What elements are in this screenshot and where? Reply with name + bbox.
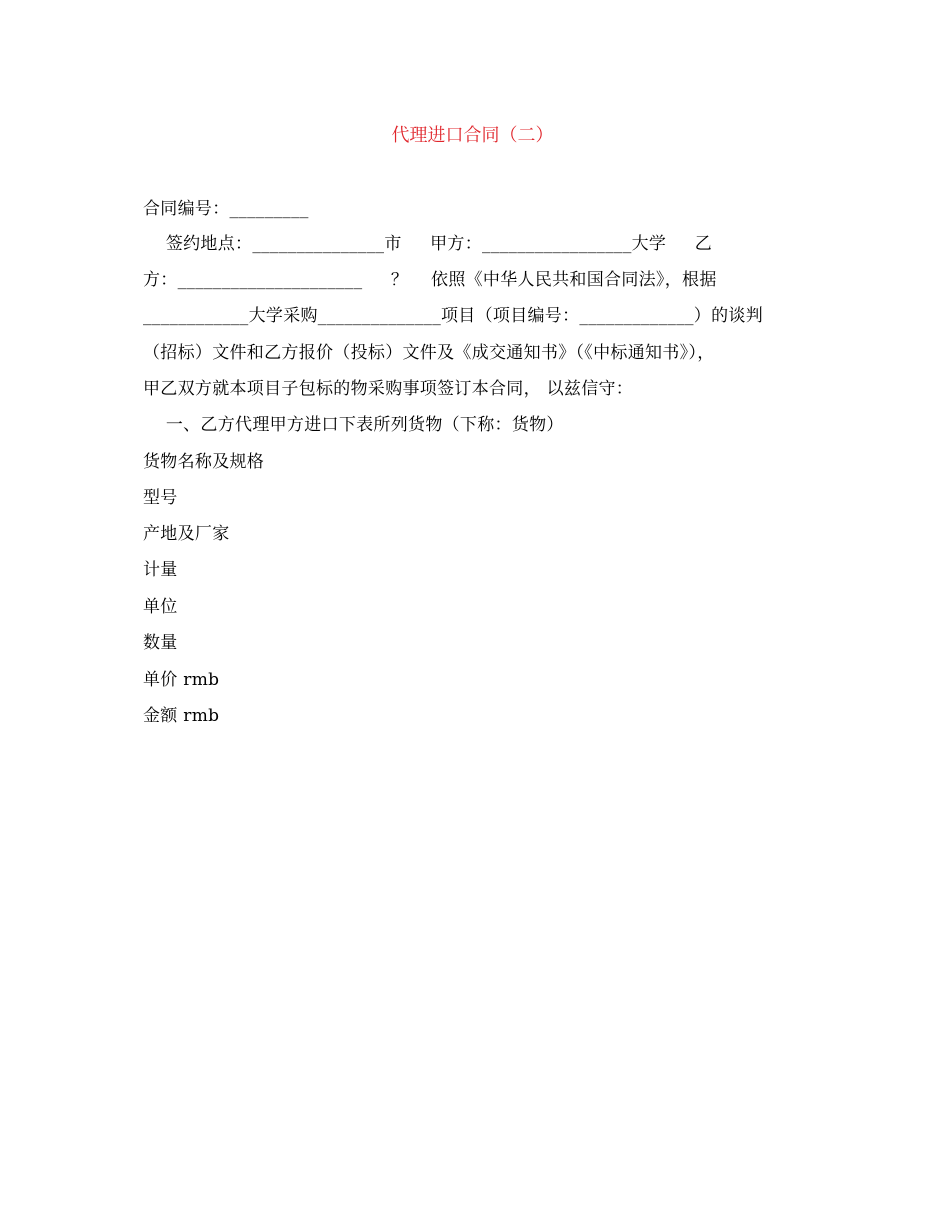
amount-label: 金额 rmb: [143, 706, 220, 726]
unit-price-label: 单价 rmb: [143, 670, 220, 690]
agreement-line: 甲乙双方就本项目子包标的物采购事项签订本合同， 以兹信守：: [143, 379, 634, 399]
quantity-label: 数量: [143, 633, 178, 653]
section-one-heading: 一、乙方代理甲方进口下表所列货物（下称：货物）: [143, 415, 564, 435]
model-label: 型号: [143, 488, 178, 508]
procurement-project-line: ____________大学采购______________项目（项目编号：_____________）的谈判: [143, 306, 763, 326]
origin-manufacturer-label: 产地及厂家: [143, 524, 230, 544]
contract-number-line: 合同编号：_________: [143, 199, 309, 219]
party-b-line: 方：_____________________ ？ 依照《中华人民共和国合同法》，根据: [143, 270, 717, 290]
goods-name-label: 货物名称及规格: [143, 452, 265, 472]
measure-label: 计量: [143, 560, 178, 580]
signing-place-line: 签约地点：_______________市 甲方：_________________大学 乙: [143, 234, 713, 254]
unit-label: 单位: [143, 597, 178, 617]
tender-documents-line: （招标）文件和乙方报价（投标）文件及《成交通知书》（《中标通知书》），: [143, 343, 715, 363]
document-title: 代理进口合同（二）: [391, 125, 554, 146]
